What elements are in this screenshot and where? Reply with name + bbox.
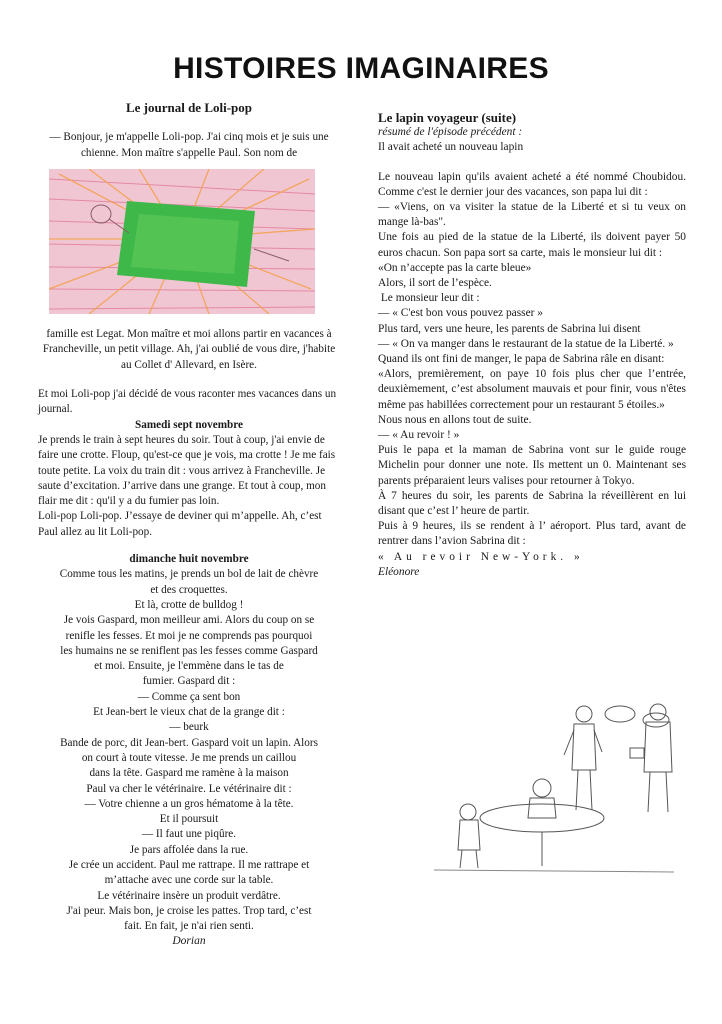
story-paragraph: «Alors, premièrement, on paye 10 fois plus cher que l’entrée, deuxièmement, c’est absolument mauvais et pour finir, vous n'êtes même pas habillées correctement pour un restaurant 5 étoiles.» bbox=[378, 368, 686, 411]
summary-text: Il avait acheté un nouveau lapin bbox=[378, 141, 524, 154]
story-paragraph: Une fois au pied de la statue de la Liberté, ils doivent payer 50 euros chacun. Son papa sort sa carte, mais le monsieur lui dit : bbox=[378, 231, 686, 259]
story-paragraph: — «Viens, on va visiter la statue de la Liberté et si tu veux on mange là-bas". bbox=[378, 201, 686, 229]
child-drawing-restaurant bbox=[424, 700, 686, 880]
day2-line: Et là, crotte de bulldog ! bbox=[134, 598, 244, 611]
story-paragraph: Puis à 9 heures, ils se rendent à l’ aéroport. Plus tard, avant de rentrer dans l’avion Sabrina dit : bbox=[378, 520, 686, 548]
day2-line: J'ai peur. Mais bon, je croise les pattes. Trop tard, c’est bbox=[66, 904, 312, 917]
story-paragraph: Le nouveau lapin qu'ils avaient acheté a été nommé Choubidou. Comme c'est le dernier jour des vacances, son papa lui dit : bbox=[378, 170, 686, 198]
day1-ending: Loli-pop Loli-pop. J’essaye de deviner qui m’appelle. Ah, c’est Paul allez au lit Loli-pop. bbox=[38, 510, 322, 538]
left-author: Dorian bbox=[172, 935, 206, 948]
day2-line: — Votre chienne a un gros hématome à la tête. bbox=[84, 797, 294, 810]
day2-line: Je crée un accident. Paul me rattrape. Il me rattrape et bbox=[68, 858, 310, 871]
story-paragraph: Puis le papa et la maman de Sabrina vont sur le guide rouge Michelin pour donner une note. Ils mettent un 0. Maintenant ses parents préparaient leurs valises pour retourner à Tokyo. bbox=[378, 444, 686, 487]
family-paragraph: famille est Legat. Mon maître et moi allons partir en vacances à Francheville, un petit village. Ah, j'ai oublié de vous dire, j'habite au Collet d' Allevard, en Isère. bbox=[42, 328, 336, 371]
decided-paragraph: Et moi Loli-pop j'ai décidé de vous raconter mes vacances dans un journal. bbox=[38, 388, 337, 416]
day2-line: Le vétérinaire insère un produit verdâtre. bbox=[97, 889, 281, 902]
story-paragraph: Plus tard, vers une heure, les parents de Sabrina lui disent bbox=[378, 322, 641, 335]
day2-line: Comme tous les matins, je prends un bol de lait de chèvre bbox=[59, 568, 319, 581]
story-paragraph: Nous nous en allons tout de suite. bbox=[378, 413, 532, 426]
day2-line: Paul va cher le vétérinaire. Le vétérinaire dit : bbox=[86, 782, 292, 795]
left-article-title: Le journal de Loli-pop bbox=[125, 100, 253, 115]
story-paragraph: «On n’accepte pas la carte bleue» bbox=[378, 261, 532, 274]
day2-line: Et il poursuit bbox=[159, 813, 219, 826]
story-paragraph: — « On va manger dans le restaurant de la statue de la Liberté. » bbox=[378, 337, 674, 350]
day2-line: fait. En fait, je n'ai rien senti. bbox=[124, 920, 254, 933]
day2-line: fumier. Gaspard dit : bbox=[142, 675, 236, 688]
day2-heading: dimanche huit novembre bbox=[129, 553, 249, 566]
day2-line: Bande de porc, dit Jean-bert. Gaspard voit un lapin. Alors bbox=[60, 736, 318, 749]
day2-line: Je vois Gaspard, mon meilleur ami. Alors du coup on se bbox=[63, 614, 315, 627]
day2-line: on court à toute vitesse. Je me prends un caillou bbox=[81, 751, 297, 764]
day1-heading: Samedi sept novembre bbox=[135, 418, 243, 431]
child-drawing-dog bbox=[49, 169, 315, 314]
page-title: HISTOIRES IMAGINAIRES bbox=[173, 52, 549, 85]
story-paragraph: À 7 heures du soir, les parents de Sabrina la réveillèrent en lui disant que c’est l’ heure de partir. bbox=[378, 489, 686, 518]
story-paragraph: — « C'est bon vous pouvez passer » bbox=[378, 307, 543, 320]
day2-line: et des croquettes. bbox=[150, 583, 228, 596]
story-paragraph: Le monsieur leur dit : bbox=[378, 292, 480, 305]
day2-line: dans la tête. Gaspard me ramène à la maison bbox=[89, 767, 289, 780]
day2-line: Je pars affolée dans la rue. bbox=[129, 843, 249, 856]
right-author: Eléonore bbox=[378, 565, 420, 578]
day2-line: — Comme ça sent bon bbox=[137, 690, 241, 703]
intro-paragraph: — Bonjour, je m'appelle Loli-pop. J'ai cinq mois et je suis une chienne. Mon maître s'appelle Paul. Son nom de bbox=[49, 131, 329, 159]
summary-label: résumé de l'épisode précédent : bbox=[378, 126, 523, 139]
day2-line: — Il faut une piqûre. bbox=[141, 828, 237, 841]
story-paragraph: — « Au revoir ! » bbox=[378, 429, 460, 442]
right-article bbox=[378, 110, 686, 580]
day2-line: et moi. Ensuite, je l'emmène dans le tas de bbox=[94, 660, 284, 673]
day2-line: — beurk bbox=[169, 721, 209, 734]
day1-paragraph: Je prends le train à sept heures du soir. Tout à coup, j'ai envie de faire une crotte. Floup, qu'est-ce que je vois, ma crotte ! Je me fais toute petite. La voix du train dit : vous arrivez à Francheville. Je saute d’excitation. J’arrive dans une grange. Et tout à coup, mon flair me dit : qu'il y a du fumier pas loin. bbox=[38, 433, 336, 508]
story-paragraph: Alors, il sort de l’espèce. bbox=[378, 277, 492, 290]
day2-line: renifle les fesses. Et moi je ne comprends pas pourquoi bbox=[65, 629, 313, 642]
day2-line: Et Jean-bert le vieux chat de la grange dit : bbox=[93, 706, 285, 719]
day2-line: les humains ne se reniflent pas les fesses comme Gaspard bbox=[60, 644, 318, 657]
story-paragraph: Quand ils ont fini de manger, le papa de Sabrina râle en disant: bbox=[378, 353, 665, 366]
right-article-title: Le lapin voyageur (suite) bbox=[378, 110, 517, 125]
farewell-line: « Au revoir New-York. » bbox=[378, 550, 584, 563]
day2-line: m’attache avec une corde sur la table. bbox=[104, 874, 274, 887]
left-article bbox=[38, 100, 340, 950]
